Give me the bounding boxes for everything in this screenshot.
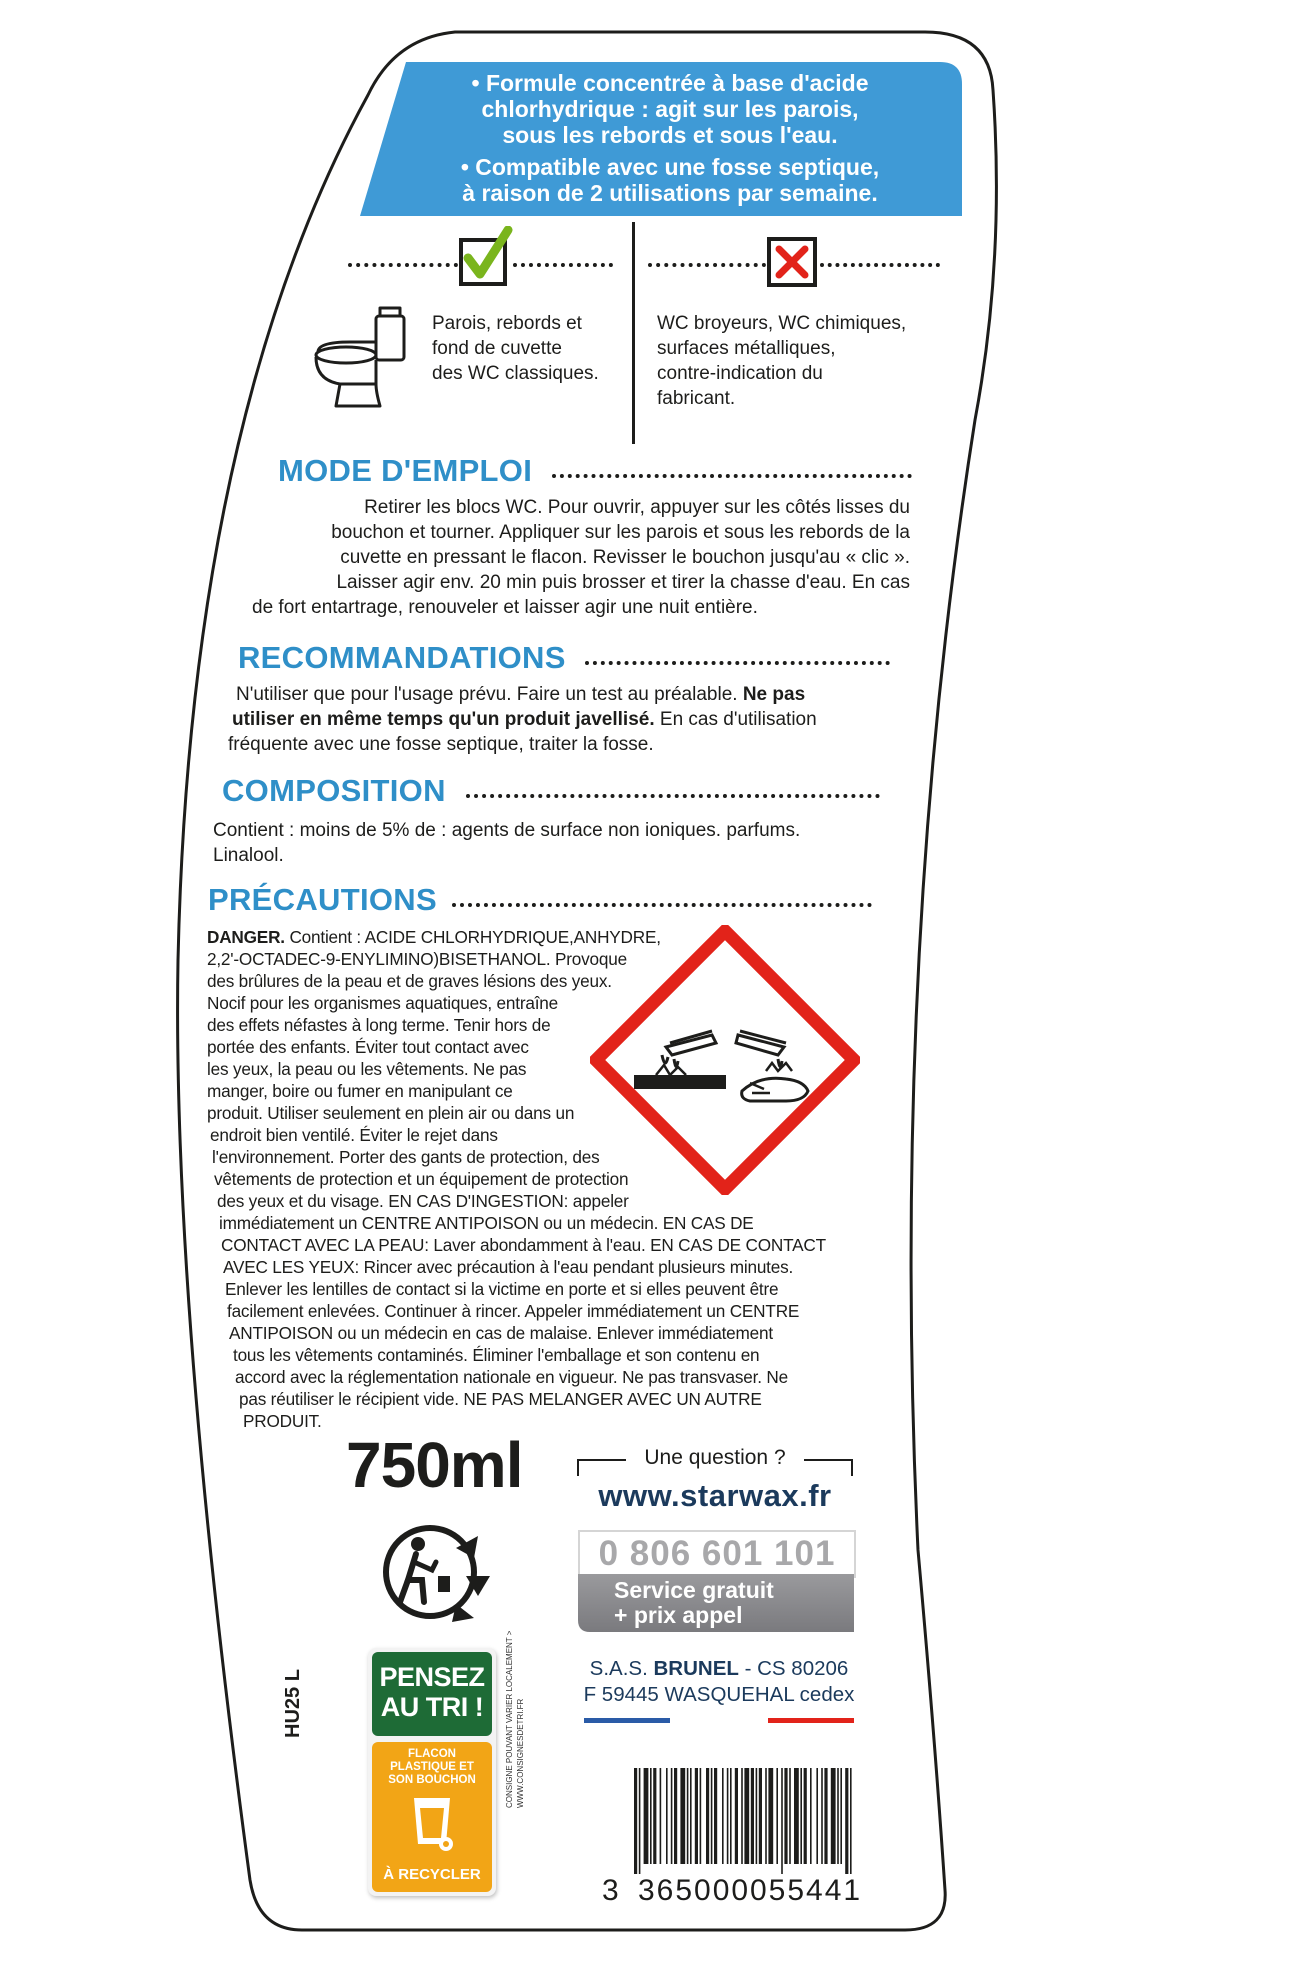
triman-side-text <box>504 1631 526 1808</box>
barcode-bar <box>674 1768 677 1864</box>
barcode-bars <box>634 1768 914 1874</box>
precautions-line-18: facilement enlevées. Continuer à rincer. Appeler immédiatement un CENTRE <box>227 1301 800 1321</box>
ok-line-2: fond de cuvette <box>432 338 562 359</box>
precautions-line-6: portée des enfants. Éviter tout contact avec <box>207 1037 529 1057</box>
precautions-line-22: pas réutiliser le récipient vide. NE PAS MELANGER AVEC UN AUTRE <box>239 1389 762 1409</box>
precautions-line-3: des brûlures de la peau et de graves lésions des yeux. <box>207 971 612 991</box>
barcode-bar <box>789 1768 791 1864</box>
flag-red-stripe <box>768 1718 854 1723</box>
barcode-bar <box>727 1768 729 1864</box>
barcode-bar <box>768 1768 773 1864</box>
triman-card <box>368 1648 496 1896</box>
no-line-1: WC broyeurs, WC chimiques, <box>657 313 907 334</box>
barcode-bar <box>687 1768 689 1864</box>
website-link[interactable]: www.starwax.fr <box>598 1478 832 1513</box>
no-line-4: fabricant. <box>657 388 736 409</box>
barcode-bar <box>671 1768 673 1864</box>
mode-line-5: de fort entartrage, renouveler et laisser agir une nuit entière. <box>252 597 758 618</box>
reco-text <box>228 682 908 757</box>
barcode-bar <box>794 1768 799 1864</box>
barcode-bar <box>784 1768 787 1864</box>
barcode-bar <box>840 1768 842 1864</box>
reco-line-2b: En cas d'utilisation <box>659 709 817 730</box>
triman-header <box>372 1652 492 1736</box>
barcode-bar <box>639 1768 641 1874</box>
barcode-digit-first: 3 <box>602 1874 620 1907</box>
precautions-line-10: endroit bien ventilé. Éviter le rejet dans <box>210 1125 498 1145</box>
barcode-bar <box>776 1768 778 1864</box>
composition-text <box>213 818 913 868</box>
company-line-2: F 59445 WASQUEHAL cedex <box>583 1683 855 1706</box>
barcode-bar <box>700 1768 702 1864</box>
precautions-line-16: AVEC LES YEUX: Rincer avec précaution à l'eau pendant plusieurs minutes. <box>223 1257 794 1277</box>
precautions-line-8: manger, boire ou fumer en manipulant ce <box>207 1081 513 1101</box>
precautions-line-20: tous les vêtements contaminés. Éliminer l'emballage et son contenu en <box>233 1345 760 1365</box>
barcode-bar <box>765 1768 767 1864</box>
question-label: Une question ? <box>644 1446 786 1469</box>
precautions-line-4: Nocif pour les organismes aquatiques, entraîne <box>207 993 558 1013</box>
banner-line-1: • Formule concentrée à base d'acide <box>471 70 869 96</box>
cross-icon <box>766 236 820 290</box>
barcode-bar <box>845 1768 848 1874</box>
ok-line-1: Parois, rebords et <box>432 313 582 334</box>
barcode-bar <box>660 1768 662 1864</box>
barcode-bar <box>644 1768 649 1864</box>
banner-line-2: chlorhydrique : agit sur les parois, <box>481 96 859 122</box>
company-form: S.A.S. <box>589 1657 648 1680</box>
usage-vertical-divider <box>632 222 635 444</box>
triman-side-wrapper <box>504 1630 538 1808</box>
company-line-1 <box>574 1656 864 1682</box>
precautions-line-1-text: Contient : ACIDE CHLORHYDRIQUE,ANHYDRE, <box>289 927 661 947</box>
no-usage-text <box>657 311 957 411</box>
barcode-bar <box>751 1768 754 1864</box>
composition-line-1: Contient : moins de 5% de : agents de surface non ioniques. parfums. <box>213 820 801 841</box>
reco-line-2a: utiliser en même temps qu'un produit javellisé. <box>232 709 655 730</box>
check-icon <box>458 226 514 288</box>
volume-label: 750ml <box>346 1429 523 1501</box>
reco-title: RECOMMANDATIONS <box>238 640 566 675</box>
reco-title-dots <box>585 661 890 665</box>
barcode-box <box>602 1768 882 1928</box>
precautions-line-12: vêtements de protection et un équipement de protection <box>214 1169 629 1189</box>
triman-side-line-1: CONSIGNE POUVANT VARIER LOCALEMENT > <box>505 1630 514 1808</box>
precautions-line-5: des effets néfastes à long terme. Tenir hors de <box>207 1015 551 1035</box>
precautions-line-9: produit. Utiliser seulement en plein air ou dans un <box>207 1103 575 1123</box>
ok-divider-right <box>513 263 613 267</box>
composition-line-2: Linalool. <box>213 845 284 866</box>
reco-line-3: fréquente avec une fosse septique, traiter la fosse. <box>228 734 654 755</box>
precautions-title: PRÉCAUTIONS <box>208 882 437 917</box>
triman-title-line-1: PENSEZ <box>379 1662 485 1692</box>
service-line-1: Service gratuit <box>614 1577 774 1603</box>
precautions-line-21: accord avec la réglementation nationale en vigueur. Ne pas transvaser. Ne <box>235 1367 788 1387</box>
triman-item <box>372 1748 492 1787</box>
no-divider-left <box>648 263 766 267</box>
code-label: HU25 L <box>282 1669 304 1738</box>
no-line-3: contre-indication du <box>657 363 823 384</box>
barcode-bar <box>821 1768 823 1864</box>
reco-line-2 <box>232 707 908 732</box>
barcode-bar <box>722 1768 724 1864</box>
mode-line-3: cuvette en pressant le flacon. Revisser le bouchon jusqu'au « clic ». <box>340 547 910 568</box>
triman-title-line-2: AU TRI ! <box>380 1692 484 1722</box>
precautions-line-2: 2,2'-OCTADEC-9-ENYLIMINO)BISETHANOL. Provoque <box>207 949 627 969</box>
ok-usage-text <box>432 311 632 386</box>
recycling-bin-icon <box>410 1792 456 1854</box>
precautions-line-13: des yeux et du visage. EN CAS D'INGESTION: appeler <box>217 1191 629 1211</box>
company-address <box>574 1656 864 1708</box>
banner-line-5: à raison de 2 utilisations par semaine. <box>462 180 878 206</box>
precautions-text <box>207 926 847 1432</box>
mode-text <box>252 495 910 620</box>
ok-line-3: des WC classiques. <box>432 363 599 384</box>
no-divider-right <box>820 263 940 267</box>
triman-item-line-1: FLACON <box>408 1748 456 1760</box>
service-line-2: + prix appel <box>614 1602 743 1628</box>
barcode-bar <box>680 1768 685 1864</box>
barcode-bar <box>666 1768 668 1864</box>
barcode-bar <box>714 1768 717 1864</box>
barcode-bar <box>730 1768 732 1864</box>
triman-title <box>372 1662 492 1722</box>
mode-line-2: bouchon et tourner. Appliquer sur les parois et sous les rebords de la <box>331 522 910 543</box>
barcode-bar <box>690 1768 692 1864</box>
phone-box <box>578 1530 856 1578</box>
precautions-line-17: Enlever les lentilles de contact si la victime en porte et si elles peuvent être <box>225 1279 779 1299</box>
recycle-icon <box>378 1518 496 1628</box>
code-label-wrapper <box>282 1660 302 1740</box>
precautions-title-dots <box>452 903 872 907</box>
barcode-bar <box>831 1768 836 1864</box>
barcode-bar <box>850 1768 852 1874</box>
precautions-line-1 <box>207 926 667 948</box>
composition-title: COMPOSITION <box>222 773 446 808</box>
toilet-icon <box>310 302 410 414</box>
mode-line-1: Retirer les blocs WC. Pour ouvrir, appuyer sur les côtés lisses du <box>364 497 910 518</box>
barcode-bar <box>810 1768 812 1864</box>
flag-blue-stripe <box>584 1718 670 1723</box>
barcode-digits-left: 365000 <box>638 1874 751 1907</box>
composition-title-dots <box>466 794 880 798</box>
reco-line-1 <box>236 682 908 707</box>
banner-line-3: sous les rebords et sous l'eau. <box>502 122 838 148</box>
barcode-bar <box>824 1768 827 1864</box>
barcode-bar <box>837 1768 839 1864</box>
triman-item-box <box>372 1742 492 1892</box>
barcode-bar <box>706 1768 709 1864</box>
service-text <box>614 1578 774 1628</box>
barcode-bar <box>744 1768 749 1864</box>
barcode-bar <box>735 1768 738 1864</box>
barcode-bar <box>781 1768 783 1874</box>
triman-item-line-2: PLASTIQUE ET <box>390 1761 474 1773</box>
precautions-line-14: immédiatement un CENTRE ANTIPOISON ou un médecin. EN CAS DE <box>219 1213 754 1233</box>
triman-side-line-2: WWW.CONSIGNESDETRI.FR <box>516 1698 525 1808</box>
barcode-bar <box>695 1768 698 1864</box>
barcode-bar <box>711 1768 713 1864</box>
mode-line-4: Laisser agir env. 20 min puis brosser et tirer la chasse d'eau. En cas <box>336 572 910 593</box>
barcode-bar <box>804 1768 807 1864</box>
banner-text <box>380 70 960 206</box>
no-line-2: surfaces métalliques, <box>657 338 836 359</box>
barcode-bar <box>653 1768 656 1864</box>
barcode-bar <box>741 1768 743 1864</box>
barcode-bar <box>634 1768 637 1874</box>
reco-line-1a: N'utiliser que pour l'usage prévu. Faire un test au préalable. <box>236 684 738 705</box>
precautions-line-11: l'environnement. Porter des gants de protection, des <box>212 1147 600 1167</box>
triman-item-line-3: SON BOUCHON <box>388 1774 476 1786</box>
barcode-bar <box>759 1768 762 1864</box>
reco-line-1b: Ne pas <box>742 684 806 705</box>
precautions-line-7: les yeux, la peau ou les vêtements. Ne pas <box>207 1059 527 1079</box>
company-cs: - CS 80206 <box>744 1657 849 1680</box>
mode-title: MODE D'EMPLOI <box>278 453 533 488</box>
company-name: BRUNEL <box>653 1657 739 1680</box>
banner-line-4: • Compatible avec une fosse septique, <box>460 154 880 180</box>
precautions-line-23: PRODUIT. <box>243 1411 322 1431</box>
danger-label: DANGER. <box>207 927 285 947</box>
phone-number[interactable]: 0 806 601 101 <box>598 1534 836 1573</box>
triman-action: À RECYCLER <box>383 1866 481 1883</box>
barcode-bar <box>650 1768 652 1864</box>
mode-title-dots <box>552 474 912 478</box>
barcode-bar <box>756 1768 758 1864</box>
precautions-line-15: CONTACT AVEC LA PEAU: Laver abondamment à l'eau. EN CAS DE CONTACT <box>221 1235 826 1255</box>
precautions-line-19: ANTIPOISON ou un médecin en cas de malaise. Enlever immédiatement <box>229 1323 773 1343</box>
barcode-bar <box>816 1768 818 1864</box>
barcode-digits-right: 055441 <box>750 1874 863 1907</box>
ok-divider-left <box>348 263 458 267</box>
barcode-bar <box>800 1768 802 1864</box>
